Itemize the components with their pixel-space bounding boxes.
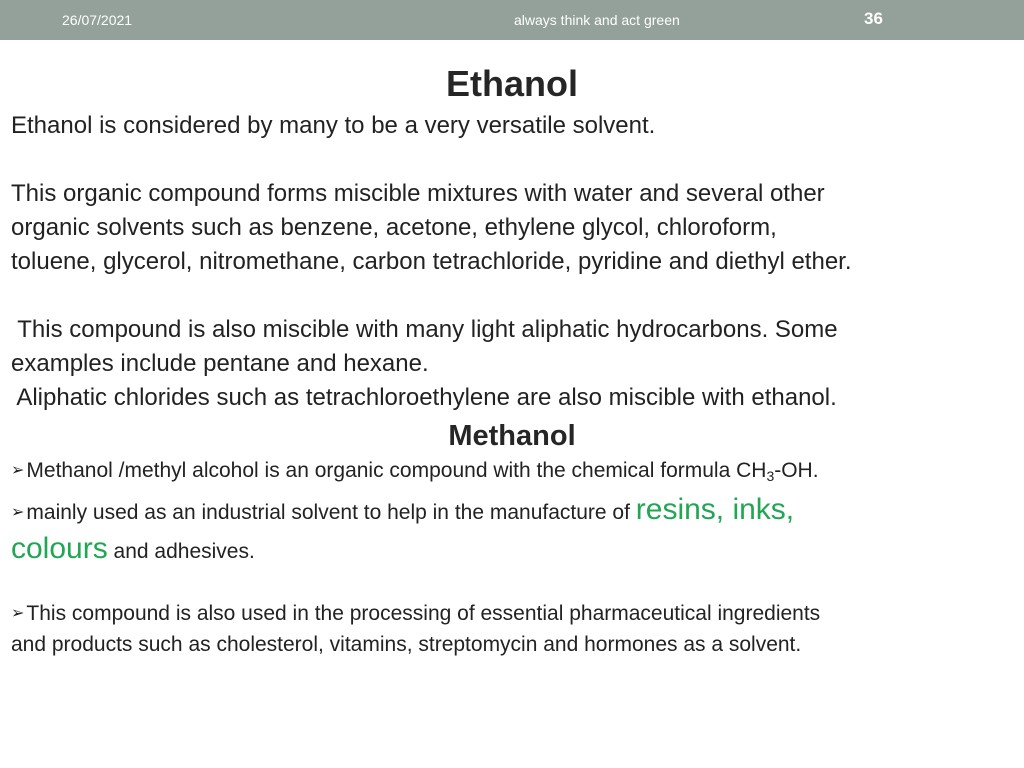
ethanol-para3-line1: This compound is also miscible with many light aliphatic hydrocarbons. Some [11,316,838,343]
arrow-bullet-icon: ➢ [11,504,25,521]
methanol-bullet-1 [11,455,819,487]
ethanol-para2-line3: toluene, glycerol, nitromethane, carbon tetrachloride, pyridine and diethyl ether. [11,248,852,275]
header-bar [0,0,1024,40]
arrow-bullet-icon: ➢ [11,462,25,479]
bullet-1-text: Methanol /methyl alcohol is an organic compound with the chemical formula CH [26,459,767,482]
bullet-1-suffix: -OH. [774,459,819,482]
methanol-bullet-3 [11,598,820,630]
slide-tagline: always think and act green [514,12,680,28]
ethanol-para3-line2: examples include pentane and hexane. [11,350,429,377]
ethanol-para2-line1: This organic compound forms miscible mixtures with water and several other [11,180,825,207]
ethanol-para2-line2: organic solvents such as benzene, acetone, ethylene glycol, chloroform, [11,214,777,241]
ethanol-intro: Ethanol is considered by many to be a very versatile solvent. [11,112,656,139]
ethanol-title: Ethanol [446,63,578,104]
ethanol-para3-line3: Aliphatic chlorides such as tetrachloroethylene are also miscible with ethanol. [11,384,837,411]
slide-date: 26/07/2021 [62,12,133,28]
highlight-resins-inks: resins, inks, [635,493,795,526]
formula-subscript: 3 [766,468,775,484]
methanol-bullet-2 [11,494,794,529]
arrow-bullet-icon: ➢ [11,605,25,622]
highlight-colours: colours [11,532,108,565]
methanol-bullet-2-cont [11,533,255,568]
methanol-title: Methanol [448,420,576,452]
slide-number: 36 [864,9,883,28]
bullet-3-text: This compound is also used in the processing of essential pharmaceutical ingredients [26,602,821,625]
bullet-2-suffix: and adhesives. [107,540,255,563]
methanol-bullet-3-line2: and products such as cholesterol, vitamins, streptomycin and hormones as a solvent. [11,633,802,656]
bullet-2-text: mainly used as an industrial solvent to help in the manufacture of [26,501,636,524]
